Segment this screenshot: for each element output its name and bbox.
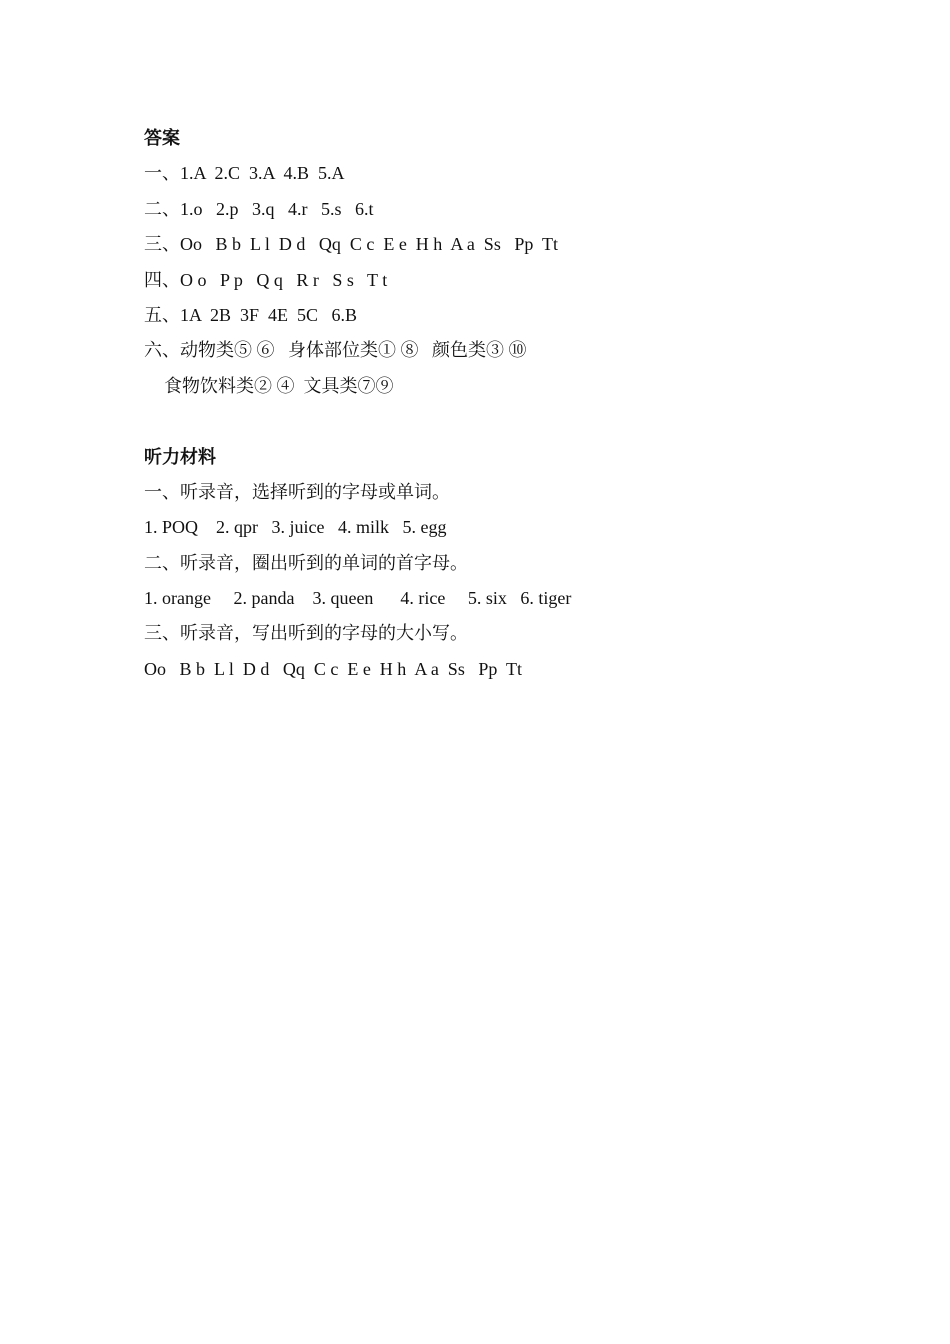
listening-line-6: Oo B b L l D d Qq C c E e H h A a Ss Pp Tt bbox=[144, 658, 523, 679]
answers-heading: 答案 bbox=[144, 128, 180, 148]
answer-line-6: 六、动物类⑤ ⑥ 身体部位类① ⑧ 颜色类③ ⑩ bbox=[144, 340, 527, 361]
answer-line-6-continuation: 食物饮料类② ④ 文具类⑦⑨ bbox=[164, 375, 394, 396]
answer-line-2: 二、1.o 2.p 3.q 4.r 5.s 6.t bbox=[144, 198, 374, 219]
answer-line-1: 一、1.A 2.C 3.A 4.B 5.A bbox=[144, 163, 345, 184]
answer-line-3: 三、Oo B b L l D d Qq C c E e H h A a Ss Pp Tt bbox=[144, 234, 559, 255]
listening-heading: 听力材料 bbox=[144, 446, 216, 467]
listening-line-2: 1. POQ 2. qpr 3. juice 4. milk 5. egg bbox=[144, 517, 447, 538]
listening-line-3: 二、听录音，圈出听到的单词的首字母。 bbox=[144, 552, 468, 573]
document-content bbox=[144, 121, 844, 687]
answer-line-4: 四、O o P p Q q R r S s T t bbox=[144, 269, 388, 290]
listening-line-1: 一、听录音，选择听到的字母或单词。 bbox=[144, 481, 450, 502]
listening-line-4: 1. orange 2. panda 3. queen 4. rice 5. six 6. tiger bbox=[144, 588, 572, 609]
section-gap bbox=[144, 404, 844, 439]
answer-line-5: 五、1A 2B 3F 4E 5C 6.B bbox=[144, 304, 358, 325]
listening-line-5: 三、听录音，写出听到的字母的大小写。 bbox=[144, 623, 468, 644]
